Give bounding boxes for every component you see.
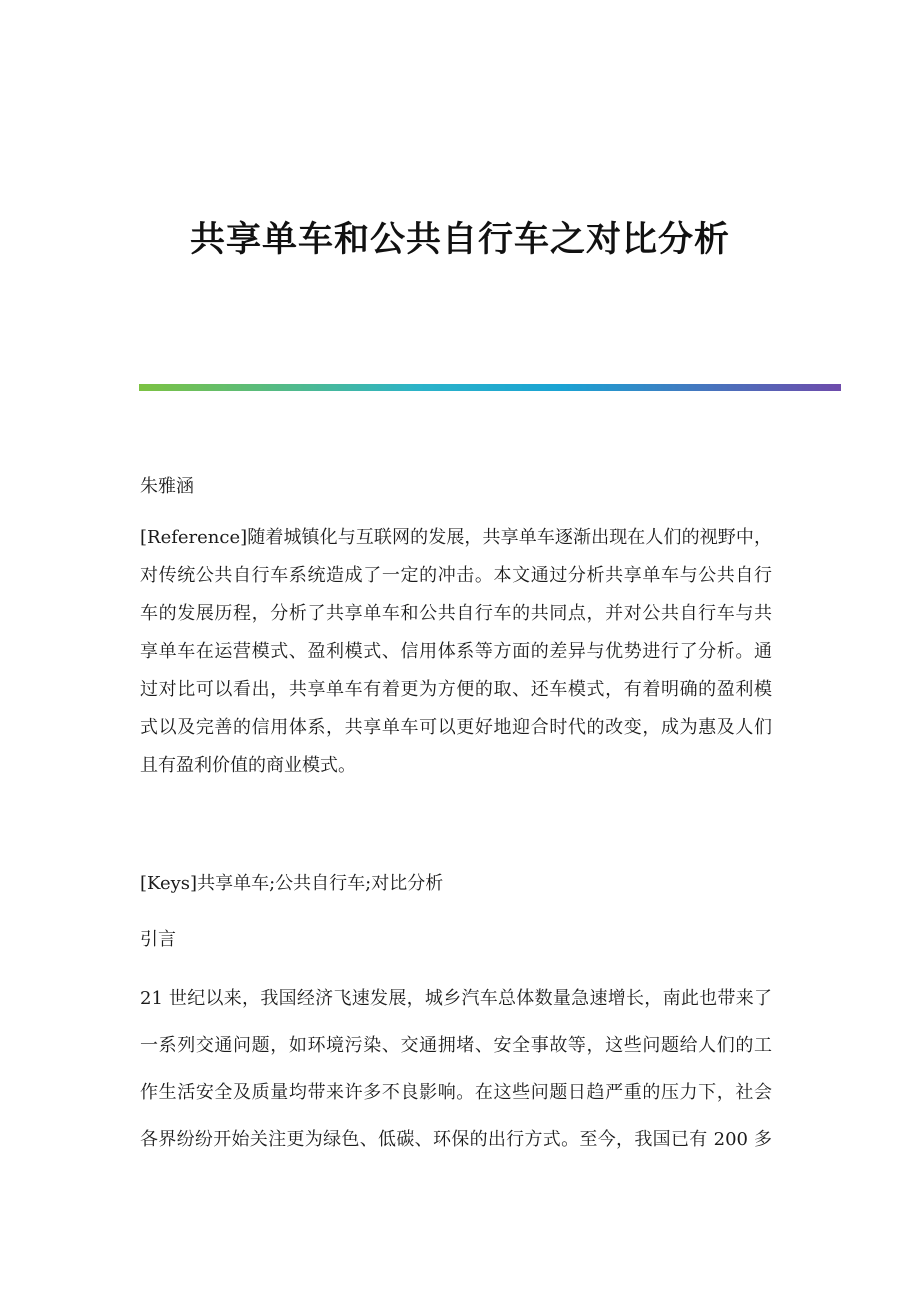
abstract-line: 享单车在运营模式、盈利模式、信用体系等方面的差异与优势进行了分析。通 bbox=[140, 641, 772, 662]
page-title: 共享单车和公共自行车之对比分析 bbox=[189, 219, 730, 260]
abstract-line: 且有盈利价值的商业模式。 bbox=[140, 755, 356, 776]
author-name: 朱雅涵 bbox=[140, 476, 194, 497]
abstract-line: 车的发展历程，分析了共享单车和公共自行车的共同点，并对公共自行车与共 bbox=[140, 603, 772, 624]
intro-line: 一系列交通问题，如环境污染、交通拥堵、安全事故等，这些问题给人们的工 bbox=[140, 1035, 772, 1056]
abstract-line: 过对比可以看出，共享单车有着更为方便的取、还车模式，有着明确的盈利模 bbox=[140, 679, 772, 700]
abstract-line: [Reference]随着城镇化与互联网的发展，共享单车逐渐出现在人们的视野中， bbox=[140, 527, 772, 548]
intro-line: 作生活安全及质量均带来许多不良影响。在这些问题日趋严重的压力下，社会 bbox=[140, 1082, 772, 1103]
intro-line: 21 世纪以来，我国经济飞速发展，城乡汽车总体数量急速增长，南此也带来了 bbox=[140, 988, 772, 1009]
keywords-line: [Keys]共享单车;公共自行车;对比分析 bbox=[140, 873, 444, 894]
abstract-paragraph bbox=[140, 519, 772, 785]
intro-paragraph bbox=[140, 975, 772, 1163]
intro-line: 各界纷纷开始关注更为绿色、低碳、环保的出行方式。至今，我国已有 200 多 bbox=[140, 1129, 772, 1150]
title-gradient-rule bbox=[139, 384, 841, 391]
section-heading-intro: 引言 bbox=[140, 929, 176, 950]
abstract-line: 式以及完善的信用体系，共享单车可以更好地迎合时代的改变，成为惠及人们 bbox=[140, 717, 772, 738]
abstract-line: 对传统公共自行车系统造成了一定的冲击。本文通过分析共享单车与公共自行 bbox=[140, 565, 772, 586]
